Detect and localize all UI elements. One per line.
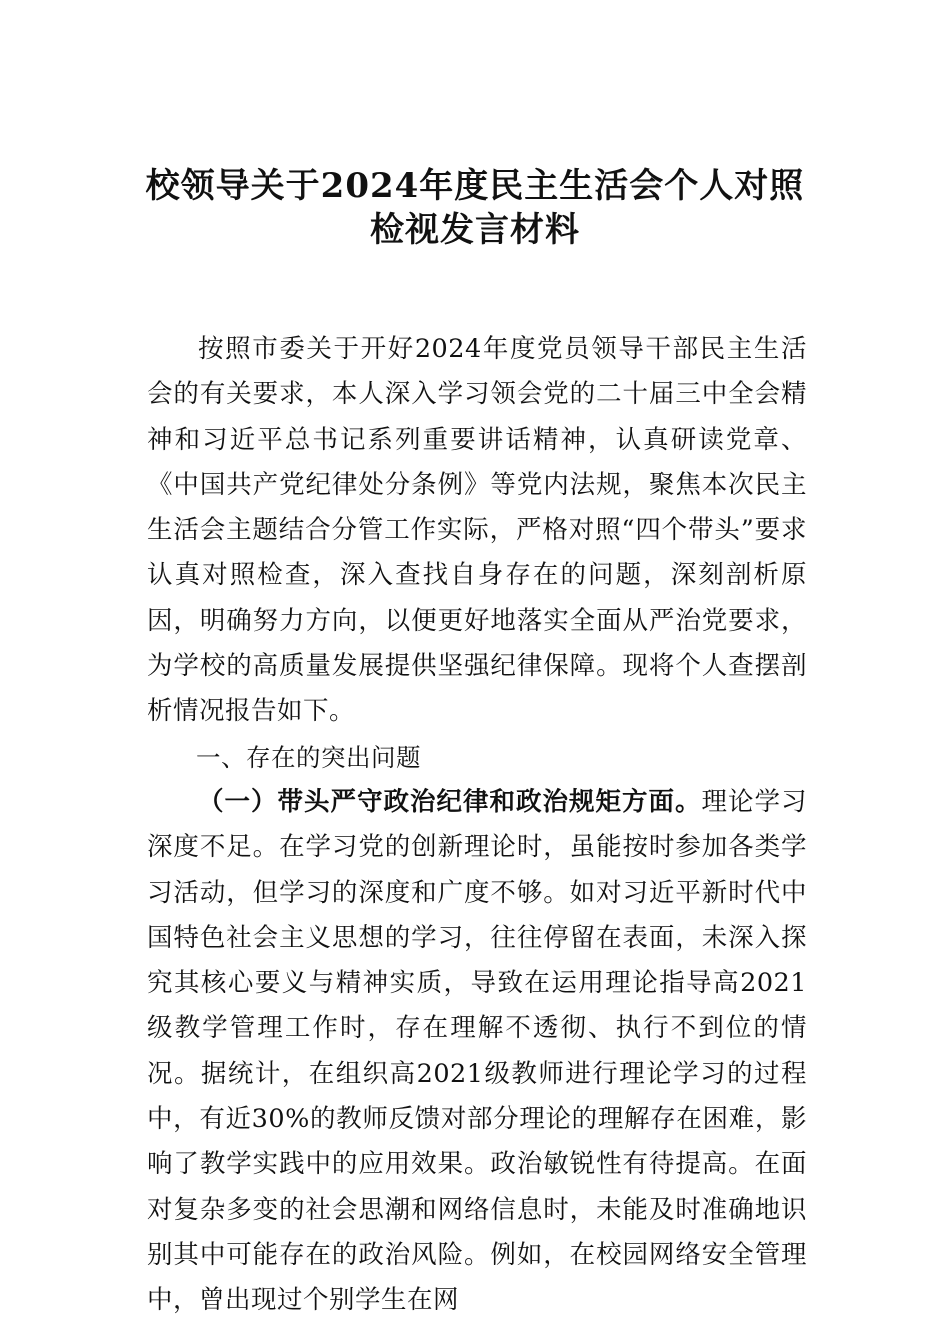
section-heading-problems: 一、存在的突出问题 (196, 742, 421, 772)
intro-paragraph: 按照市委关于开好2024年度党员领导干部民主生活会的有关要求，本人深入学习领会党的二十届三中全会精神和习近平总书记系列重要讲话精神，认真研读党章、《中国共产党纪律处分条例》等党内法规，聚焦本次民主生活会主题结合分管工作实际，严格对照“四个带头”要求认真对照检查，深入查找自身存在的问题，深刻剖析原因，明确努力方向，以便更好地落实全面从严治党要求，为学校的高质量发展提供坚强纪律保障。现将个人查摆剖析情况报告如下。 (147, 334, 807, 727)
document-title-line-2: 检视发言材料 (370, 210, 580, 250)
subsection-body-text: 理论学习深度不足。在学习党的创新理论时，虽能按时参加各类学习活动，但学习的深度和广度不够。如对习近平新时代中国特色社会主义思想的学习，往往停留在表面，未深入探究其核心要义与精神实质，导致在运用理论指导高2021级教学管理工作时，存在理解不透彻、执行不到位的情况。据统计，在组织高2021级教师进行理论学习的过程中，有近30%的教师反馈对部分理论的理解存在困难，影响了教学实践中的应用效果。政治敏锐性有待提高。在面对复杂多变的社会思潮和网络信息时，未能及时准确地识别其中可能存在的政治风险。例如，在校园网络安全管理中，曾出现过个别学生在网 (147, 786, 807, 1316)
document-title-line-1: 校领导关于2024年度民主生活会个人对照 (145, 166, 805, 206)
subsection-heading: （一）带头严守政治纪律和政治规矩方面。 (198, 786, 702, 817)
document-body (147, 327, 807, 1324)
subsection-paragraph (147, 780, 807, 1324)
